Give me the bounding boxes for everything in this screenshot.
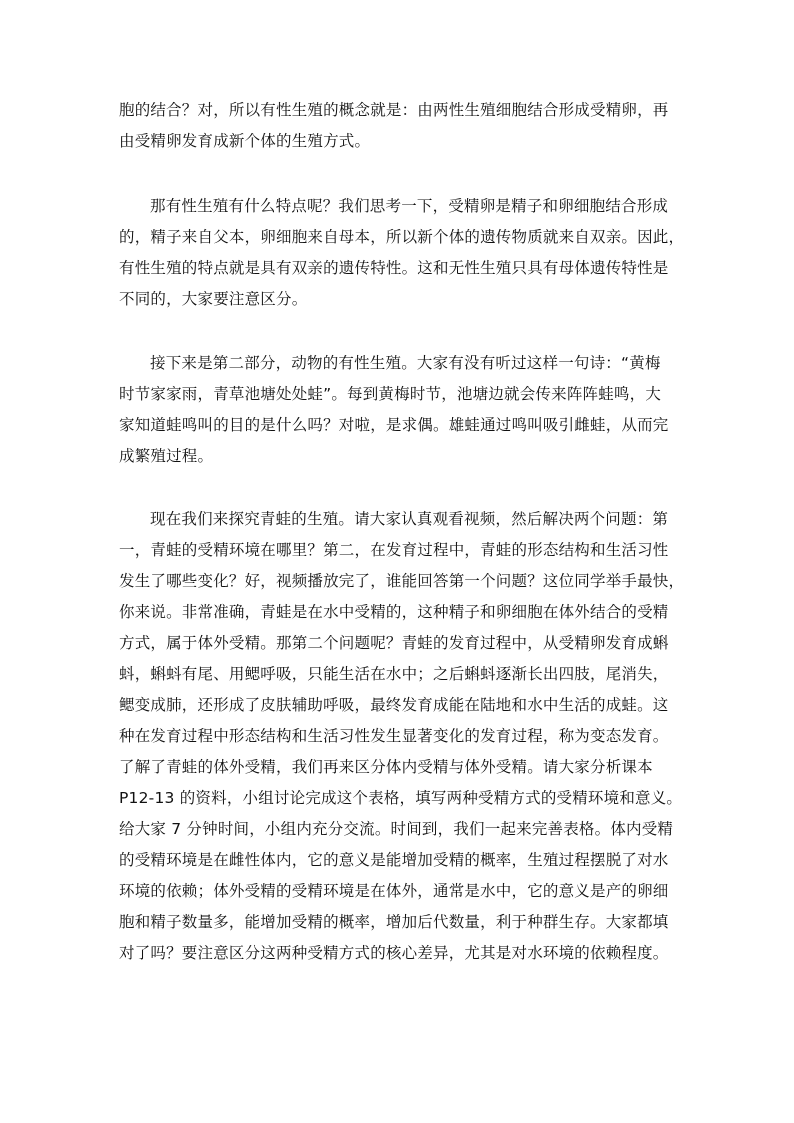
- paragraph-sexual-reproduction-definition: [119, 95, 684, 157]
- text-line: 胞的结合？对，所以有性生殖的概念就是：由两性生殖细胞结合形成受精卵，再: [119, 101, 669, 119]
- text-line: 环境的依赖；体外受精的受精环境是在体外，通常是水中，它的意义是产的卵细: [119, 882, 669, 900]
- text-line: 的受精环境是在雌性体内，它的意义是能增加受精的概率，生殖过程摆脱了对水: [119, 851, 669, 869]
- text-line: 不同的，大家要注意区分。: [119, 290, 308, 308]
- text-line: 一，青蛙的受精环境在哪里？第二，在发育过程中，青蛙的形态结构和生活习性: [119, 541, 669, 559]
- text-line: 家知道蛙鸣叫的目的是什么吗？对啦，是求偶。雄蛙通过鸣叫吸引雌蛙，从而完: [119, 416, 669, 434]
- text-line: 接下来是第二部分，动物的有性生殖。大家有没有听过这样一句诗：“黄梅: [150, 354, 661, 372]
- text-line: 时节家家雨，青草池塘处处蛙”。每到黄梅时节，池塘边就会传来阵阵蛙鸣，大: [119, 385, 662, 403]
- text-line: 种在发育过程中形态结构和生活习性发生显著变化的发育过程，称为变态发育。: [119, 727, 669, 745]
- text-line: 你来说。非常准确，青蛙是在水中受精的，这种精子和卵细胞在体外结合的受精: [119, 603, 669, 621]
- text-line: 蚪，蝌蚪有尾、用鳃呼吸，只能生活在水中；之后蝌蚪逐渐长出四肢，尾消失，: [119, 665, 669, 683]
- text-line: 鳃变成肺，还形成了皮肤辅助呼吸，最终发育成能在陆地和水中生活的成蛙。这: [119, 696, 669, 714]
- text-line: 了解了青蛙的体外受精，我们再来区分体内受精与体外受精。请大家分析课本: [119, 758, 653, 776]
- text-line: 发生了哪些变化？好，视频播放完了，谁能回答第一个问题？这位同学举手最快，: [119, 572, 684, 590]
- text-line: 有性生殖的特点就是具有双亲的遗传特性。这和无性生殖只具有母体遗传特性是: [119, 259, 669, 277]
- paragraph-sexual-reproduction-features: [119, 191, 684, 315]
- paragraph-animal-sexual-reproduction: [119, 348, 684, 472]
- text-line: 方式，属于体外受精。那第二个问题呢？青蛙的发育过程中，从受精卵发育成蝌: [119, 634, 669, 652]
- text-line: 给大家 7 分钟时间，小组内充分交流。时间到，我们一起来完善表格。体内受精: [119, 820, 674, 838]
- text-line: 那有性生殖有什么特点呢？我们思考一下，受精卵是精子和卵细胞结合形成: [150, 197, 669, 215]
- text-line: P12-13 的资料，小组讨论完成这个表格，填写两种受精方式的受精环境和意义。: [119, 789, 683, 807]
- text-line: 由受精卵发育成新个体的生殖方式。: [119, 132, 371, 150]
- paragraph-frog-reproduction: [119, 504, 684, 969]
- text-line: 成繁殖过程。: [119, 447, 214, 465]
- text-line: 的，精子来自父本，卵细胞来自母本，所以新个体的遗传物质就来自双亲。因此，: [119, 228, 684, 246]
- text-line: 对了吗？要注意区分这两种受精方式的核心差异，尤其是对水环境的依赖程度。: [119, 944, 669, 962]
- text-line: 胞和精子数量多，能增加受精的概率，增加后代数量，利于种群生存。大家都填: [119, 913, 669, 931]
- text-line: 现在我们来探究青蛙的生殖。请大家认真观看视频，然后解决两个问题：第: [150, 510, 669, 528]
